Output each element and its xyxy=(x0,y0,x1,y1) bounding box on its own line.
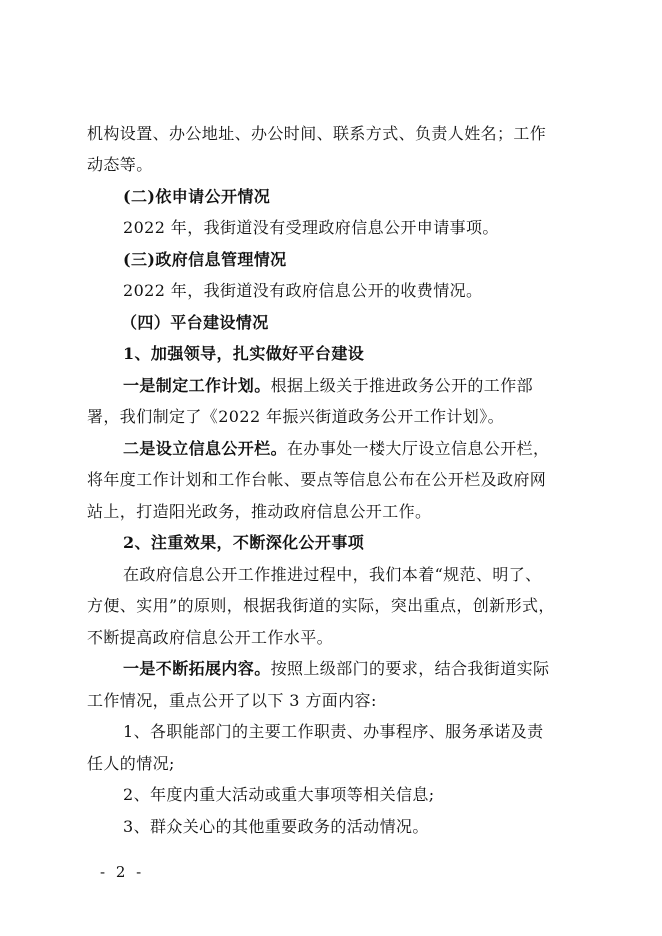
paragraph-line xyxy=(123,376,623,396)
section-heading-info-management: (三)政府信息管理情况 xyxy=(123,250,287,269)
paragraph-line: 机构设置、办公地址、办公时间、联系方式、负责人姓名；工作 xyxy=(87,124,547,143)
list-item: 3、群众关心的其他重要政务的活动情况。 xyxy=(123,817,429,836)
list-item: 2、年度内重大活动或重大事项等相关信息; xyxy=(123,785,435,804)
lead-in-text: 在办事处一楼大厅设立信息公开栏， xyxy=(287,439,550,458)
subsection-heading-leadership: 1、加强领导，扎实做好平台建设 xyxy=(123,344,365,363)
lead-in-bold: 二是设立信息公开栏。 xyxy=(123,439,288,458)
lead-in-text: 根据上级关于推进政务公开的工作部 xyxy=(270,376,534,395)
paragraph-line xyxy=(123,659,623,679)
paragraph-line: 署，我们制定了《2022 年振兴街道政务公开工作计划》。 xyxy=(87,407,505,426)
page-number: - 2 - xyxy=(100,863,145,881)
paragraph-line: 动态等。 xyxy=(87,155,153,174)
paragraph-line: 不断提高政府信息公开工作水平。 xyxy=(87,628,334,647)
lead-in-bold: 一是不断拓展内容。 xyxy=(123,659,271,678)
paragraph-line: 2022 年，我街道没有政府信息公开的收费情况。 xyxy=(123,281,483,300)
paragraph-line: 将年度工作计划和工作台帐、要点等信息公布在公开栏及政府网 xyxy=(87,470,547,489)
section-heading-platform: （四）平台建设情况 xyxy=(121,313,269,332)
paragraph-line: 方便、实用”的原则，根据我街道的实际，突出重点，创新形式， xyxy=(87,596,555,615)
paragraph-line: 2022 年，我街道没有受理政府信息公开申请事项。 xyxy=(123,218,499,237)
list-item: 1、各职能部门的主要工作职责、办事程序、服务承诺及责 xyxy=(123,722,544,741)
paragraph-line: 工作情况，重点公开了以下 3 方面内容: xyxy=(87,691,377,710)
section-heading-apply-disclosure: (二)依申请公开情况 xyxy=(123,187,271,206)
lead-in-text: 按照上级部门的要求，结合我街道实际 xyxy=(270,659,550,678)
list-item-continuation: 任人的情况; xyxy=(87,754,175,773)
paragraph-line: 在政府信息公开工作推进过程中，我们本着“规范、明了、 xyxy=(123,565,542,584)
paragraph-line: 站上，打造阳光政务，推动政府信息公开工作。 xyxy=(87,502,432,521)
paragraph-line xyxy=(123,439,623,459)
lead-in-bold: 一是制定工作计划。 xyxy=(123,376,271,395)
subsection-heading-effectiveness: 2、注重效果，不断深化公开事项 xyxy=(123,533,365,552)
